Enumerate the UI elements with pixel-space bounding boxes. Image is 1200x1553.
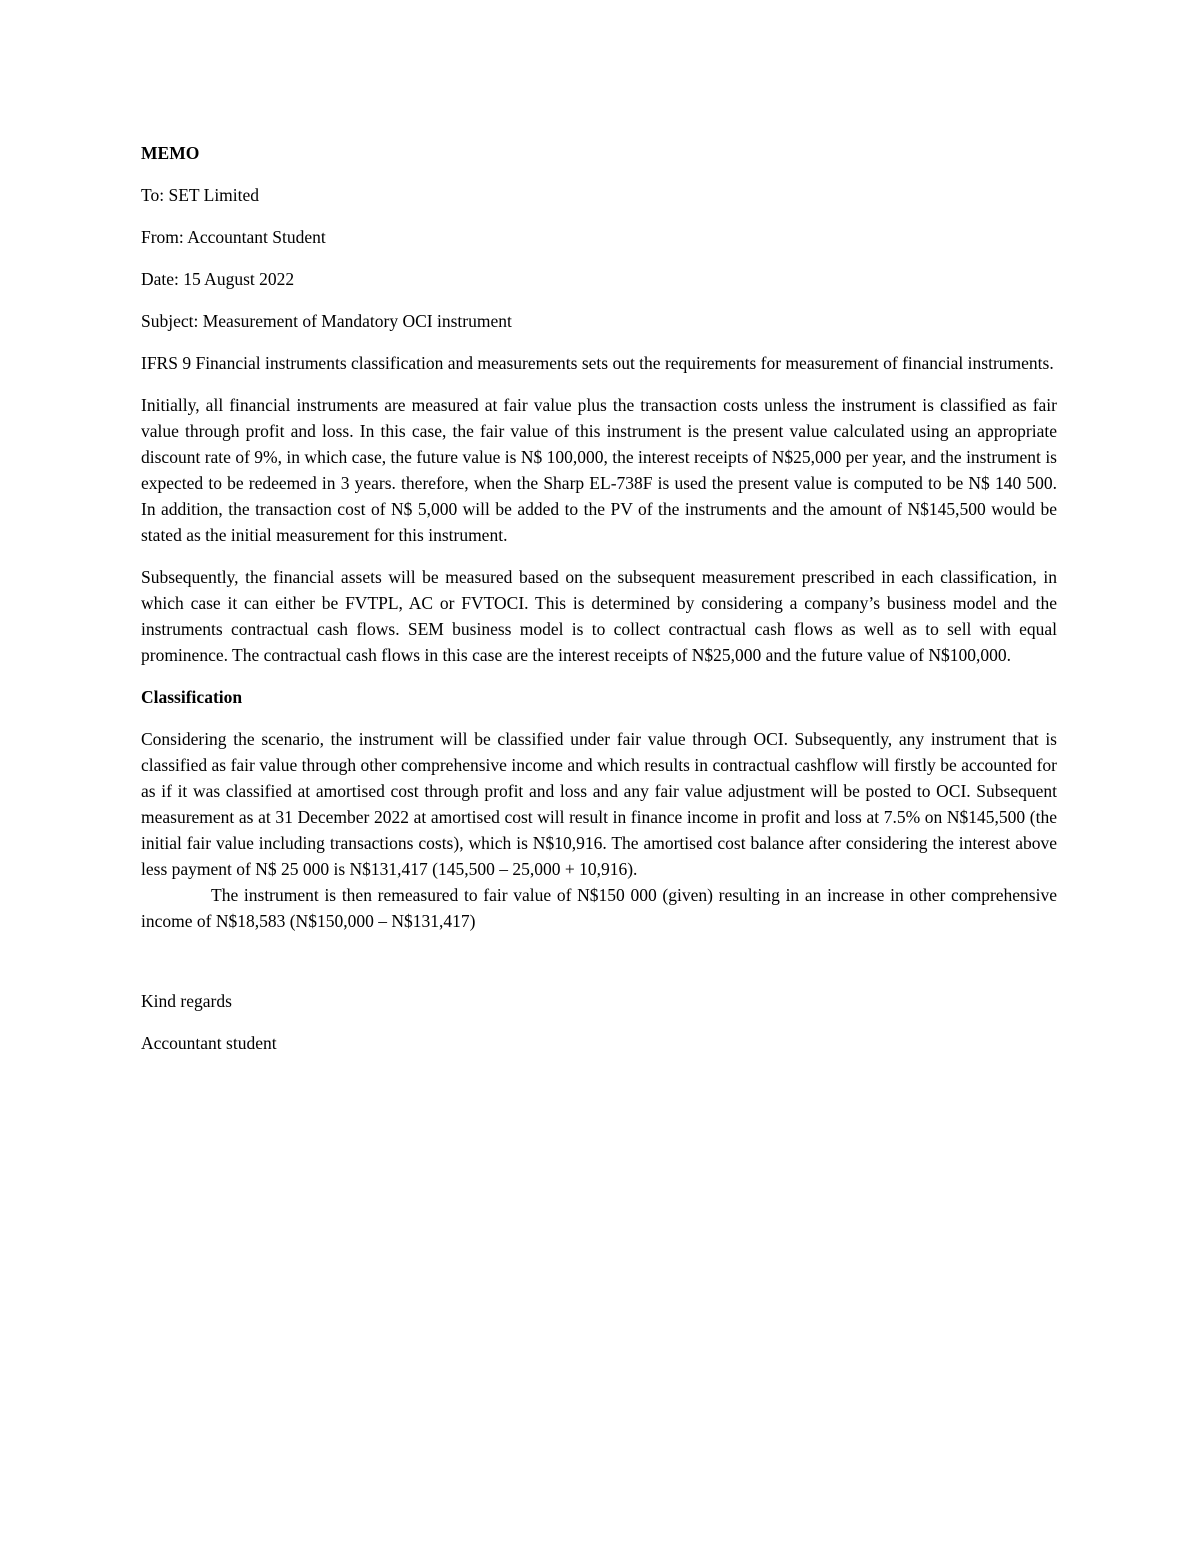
- memo-document: [141, 140, 1057, 1072]
- memo-subject: Subject: Measurement of Mandatory OCI instrument: [141, 311, 512, 331]
- memo-date: Date: 15 August 2022: [141, 269, 295, 289]
- subsequent-measurement-paragraph: Subsequently, the financial assets will be measured based on the subsequent measurement prescribed in each classification, in which case it can either be FVTPL, AC or FVTOCI. This is determined by considering a company’s business model and the instruments contractual cash flows. SEM business model is to collect contractual cash flows as well as to sell with equal prominence. The contractual cash flows in this case are the interest receipts of N$25,000 and the future value of N$100,000.: [141, 567, 1057, 665]
- remeasure-paragraph: The instrument is then remeasured to fair value of N$150 000 (given) resulting in an increase in other comprehensive income of N$18,583 (N$150,000 – N$131,417): [141, 885, 1057, 931]
- memo-to: To: SET Limited: [141, 185, 260, 205]
- initial-measurement-paragraph: Initially, all financial instruments are measured at fair value plus the transaction costs unless the instrument is classified as fair value through profit and loss. In this case, the fair value of this instrument is the present value calculated using an appropriate discount rate of 9%, in which case, the future value is N$ 100,000, the interest receipts of N$25,000 per year, and the instrument is expected to be redeemed in 3 years. therefore, when the Sharp EL-738F is used the present value is computed to be N$ 140 500. In addition, the transaction cost of N$ 5,000 will be added to the PV of the instruments and the amount of N$145,500 would be stated as the initial measurement for this instrument.: [141, 395, 1057, 545]
- classification-paragraph: Considering the scenario, the instrument will be classified under fair value through OCI. Subsequently, any instrument that is classified as fair value through other comprehensive income and which results in contractual cashflow will firstly be accounted for as if it was classified at amortised cost through profit and loss and any fair value adjustment will be posted to OCI. Subsequent measurement as at 31 December 2022 at amortised cost will result in finance income in profit and loss at 7.5% on N$145,500 (the initial fair value including transactions costs), which is N$10,916. The amortised cost balance after considering the interest above less payment of N$ 25 000 is N$131,417 (145,500 – 25,000 + 10,916).: [141, 729, 1057, 879]
- classification-heading: Classification: [141, 687, 243, 707]
- closing-signature: Accountant student: [141, 1033, 277, 1053]
- closing-regards: Kind regards: [141, 991, 232, 1011]
- memo-from: From: Accountant Student: [141, 227, 326, 247]
- intro-paragraph: IFRS 9 Financial instruments classification and measurements sets out the requirements for measurement of financial instruments.: [141, 353, 1054, 373]
- spacer: [141, 934, 1057, 988]
- memo-title: MEMO: [141, 143, 200, 163]
